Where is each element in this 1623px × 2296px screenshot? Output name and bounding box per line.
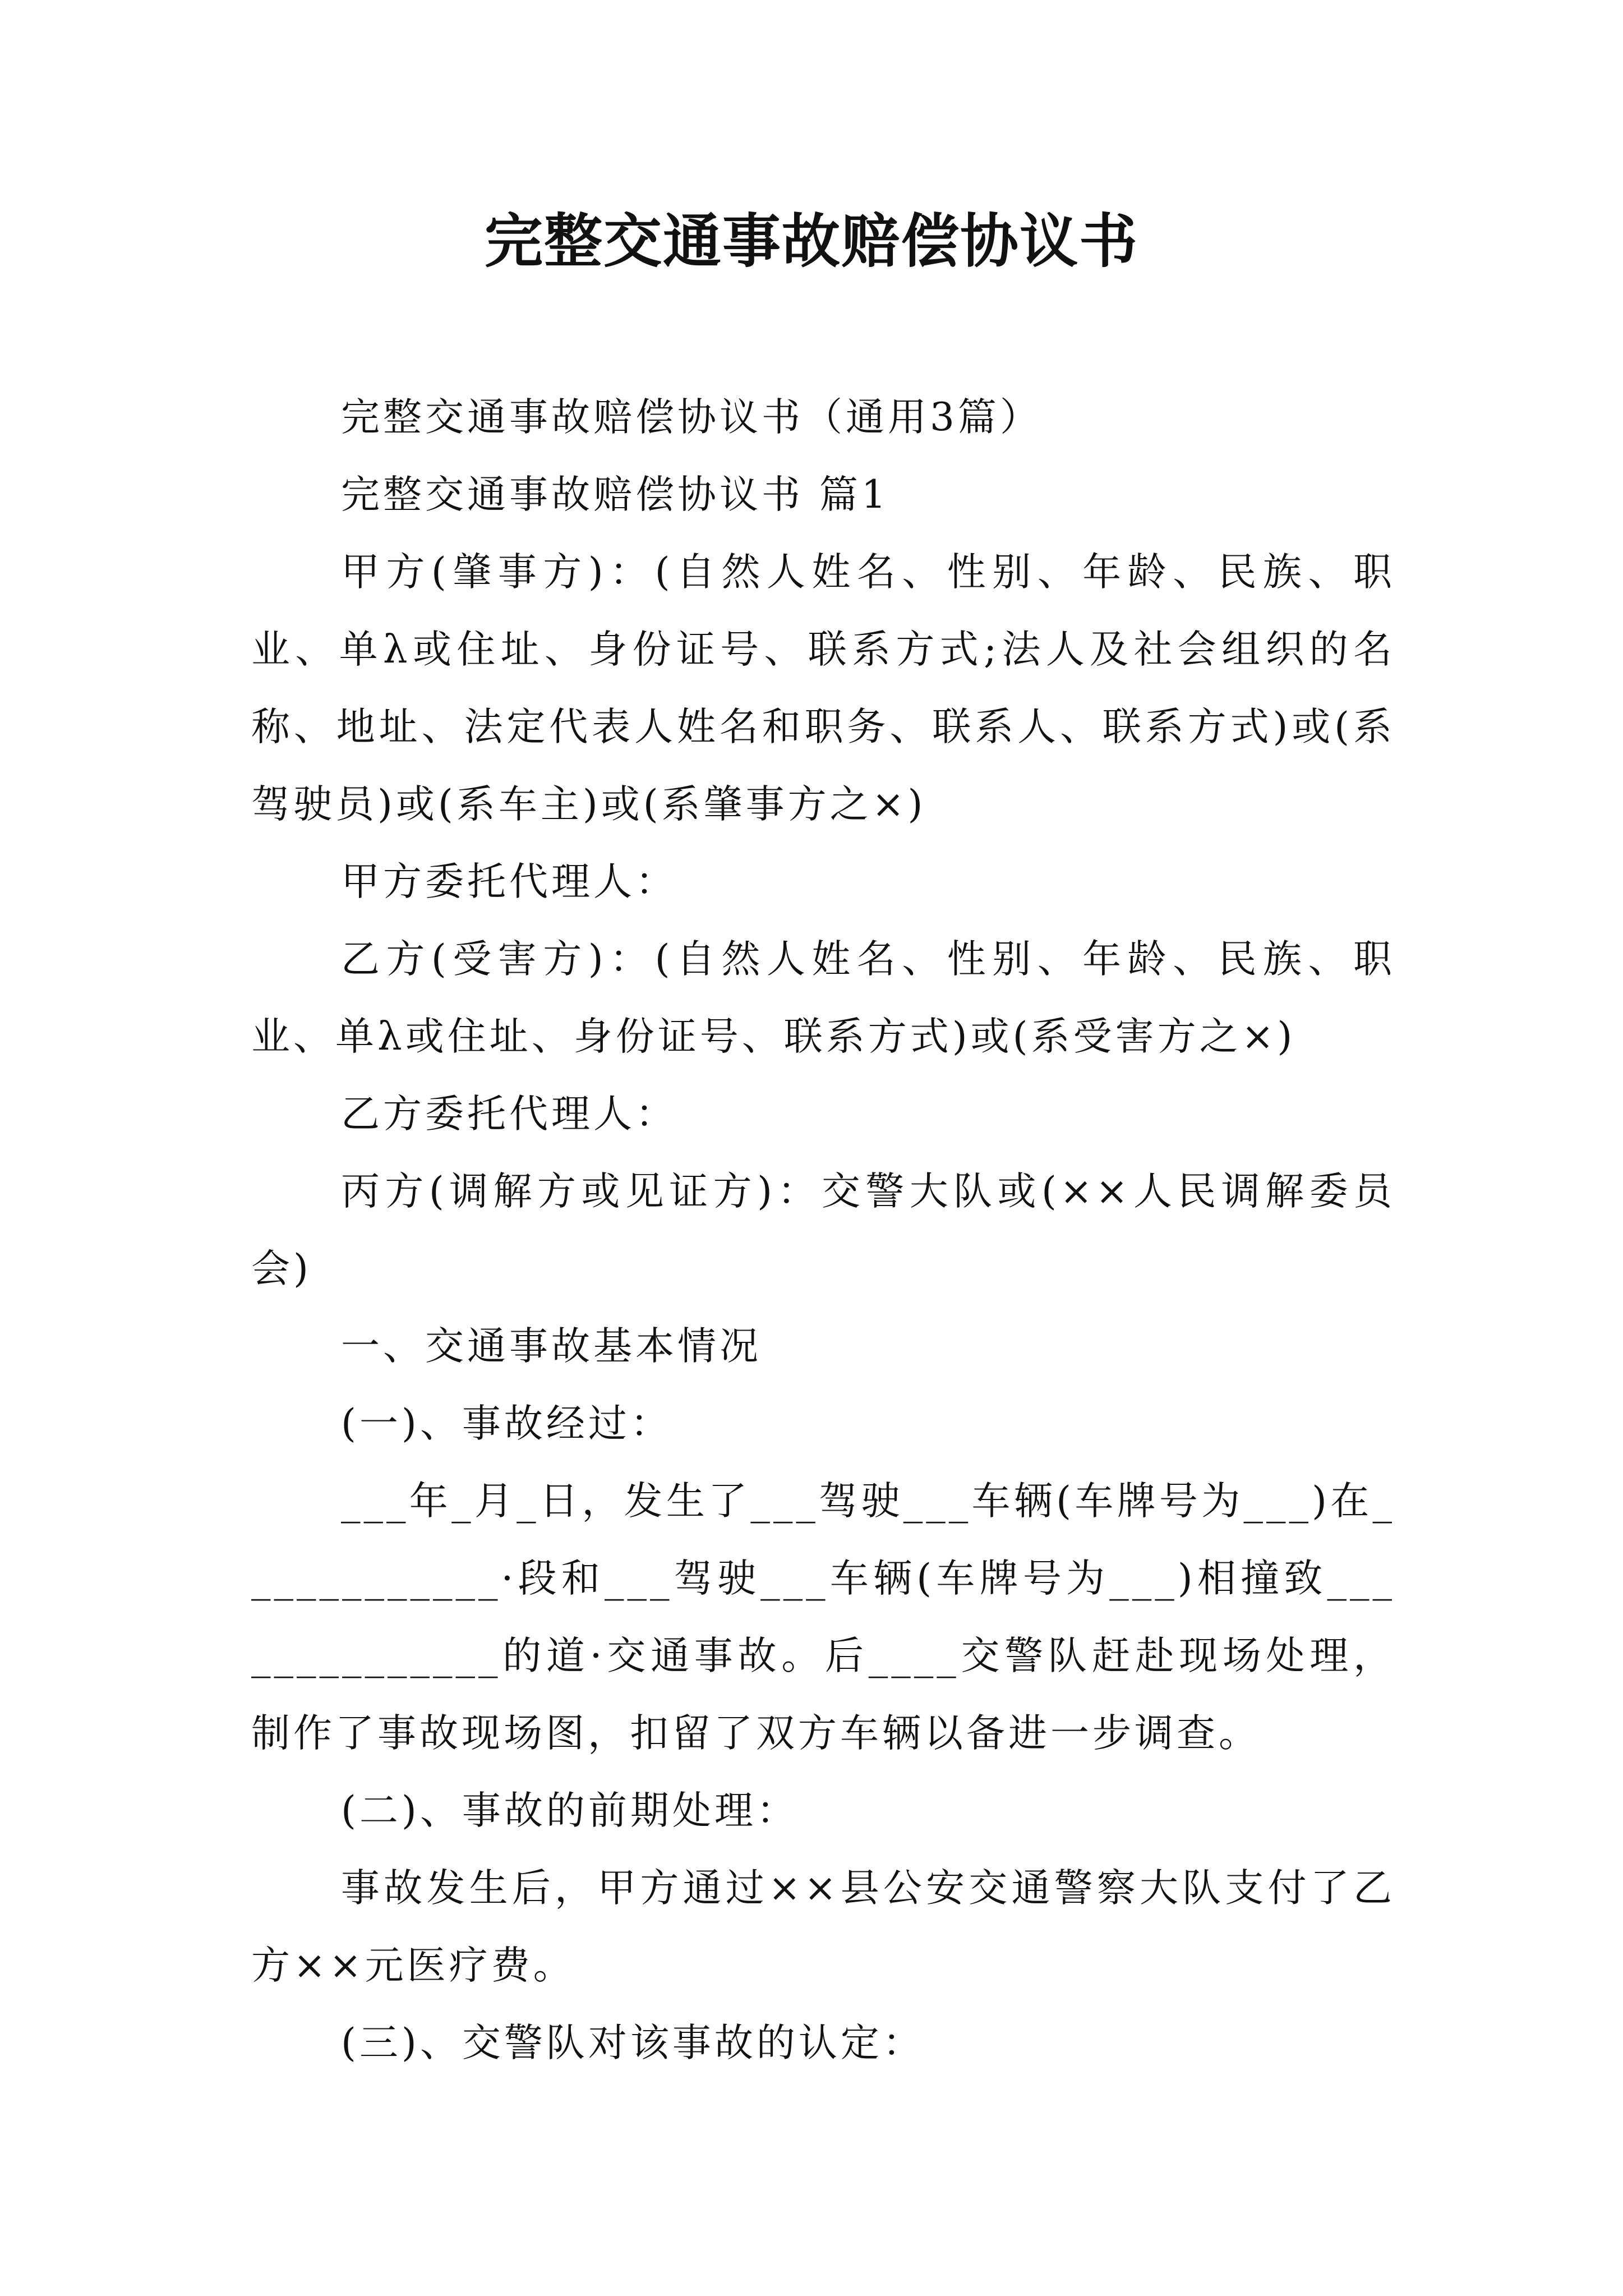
paragraph-party-a: 甲方(肇事方)：(自然人姓名、性别、年龄、民族、职业、单λ或住址、身份证号、联系方式;法人及社会组织的名称、地址、法定代表人姓名和职务、联系人、联系方式)或(系驾驶员)或(系车主)或(系肇事方之×) (251, 550, 1395, 827)
paragraph-early-handling: 事故发生后，甲方通过××县公安交通警察大队支付了乙方××元医疗费。 (251, 1866, 1395, 1988)
paragraph-party-b-agent: 乙方委托代理人： (341, 1092, 677, 1137)
subsection-heading-2: (二)、事故的前期处理： (341, 1788, 799, 1833)
paragraph-accident-details: ___年_月_日，发生了___驾驶___车辆(车牌号为___)在____________·段和___驾驶___车辆(车牌号为___)相撞致______________的道·交通事故。后____交警队赶赴现场处理，制作了事故现场图，扣留了双方车辆以备进一步调查。 (251, 1479, 1395, 1756)
section-heading-1: 一、交通事故基本情况 (341, 1324, 762, 1369)
subsection-heading-3: (三)、交警队对该事故的认定： (341, 2021, 925, 2065)
paragraph-part-heading: 完整交通事故赔偿协议书 篇1 (341, 472, 889, 517)
subsection-heading-1: (一)、事故经过： (341, 1401, 672, 1446)
paragraph-party-b: 乙方(受害方)：(自然人姓名、性别、年龄、民族、职业、单λ或住址、身份证号、联系方式)或(系受害方之×) (251, 937, 1395, 1059)
paragraph-party-a-agent: 甲方委托代理人： (341, 859, 677, 904)
paragraph-subtitle: 完整交通事故赔偿协议书（通用3篇） (341, 395, 1042, 440)
document-title: 完整交通事故赔偿协议书 (484, 206, 1138, 275)
document-body (251, 379, 1395, 2082)
paragraph-party-c: 丙方(调解方或见证方)：交警大队或(××人民调解委员会) (251, 1169, 1395, 1291)
